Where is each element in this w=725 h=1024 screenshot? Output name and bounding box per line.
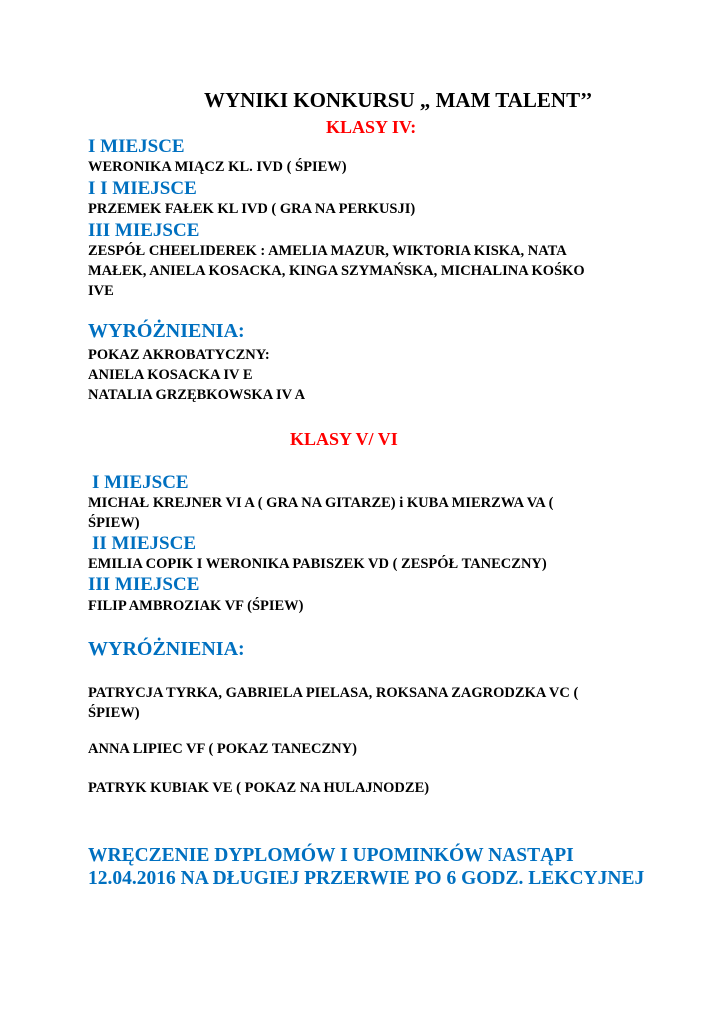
awards-heading: WYRÓŻNIENIA: [88,638,245,660]
place-2-entry: PRZEMEK FAŁEK KL IVD ( GRA NA PERKUSJI) [88,201,416,217]
section-heading-klasy-v-vi: KLASY V/ VI [290,429,398,449]
award-line: ANIELA KOSACKA IV E [88,367,253,383]
announcement-line: WRĘCZENIE DYPLOMÓW I UPOMINKÓW NASTĄPI [88,845,574,866]
place-3-label: III MIEJSCE [88,574,200,595]
place-2-entry: EMILIA COPIK I WERONIKA PABISZEK VD ( ZESPÓŁ TANECZNY) [88,556,547,572]
place-3-entry-line: ZESPÓŁ CHEELIDEREK : AMELIA MAZUR, WIKTORIA KISKA, NATA [88,243,567,259]
page-title: WYNIKI KONKURSU „ MAM TALENT’’ [204,88,593,112]
award-line: PATRYCJA TYRKA, GABRIELA PIELASA, ROKSANA ZAGRODZKA VC ( [88,685,579,701]
award-line: PATRYK KUBIAK VE ( POKAZ NA HULAJNODZE) [88,780,430,796]
place-2-label: I I MIEJSCE [88,178,197,199]
place-3-label: III MIEJSCE [88,220,200,241]
announcement-line: 12.04.2016 NA DŁUGIEJ PRZERWIE PO 6 GODZ. LEKCYJNEJ [88,868,645,889]
award-line: ŚPIEW) [88,705,140,721]
place-3-entry-line: MAŁEK, ANIELA KOSACKA, KINGA SZYMAŃSKA, MICHALINA KOŚKO [88,263,585,279]
place-2-label: II MIEJSCE [92,533,196,554]
place-1-entry-line: ŚPIEW) [88,515,140,531]
section-heading-klasy-iv: KLASY IV: [326,117,417,137]
place-1-label: I MIEJSCE [88,136,185,157]
place-3-entry: FILIP AMBROZIAK VF (ŚPIEW) [88,598,304,614]
place-1-entry: WERONIKA MIĄCZ KL. IVD ( ŚPIEW) [88,159,347,175]
award-line: ANNA LIPIEC VF ( POKAZ TANECZNY) [88,741,357,757]
place-1-entry-line: MICHAŁ KREJNER VI A ( GRA NA GITARZE) i KUBA MIERZWA VA ( [88,495,554,511]
awards-heading: WYRÓŻNIENIA: [88,320,245,342]
place-1-label: I MIEJSCE [92,472,189,493]
award-line: POKAZ AKROBATYCZNY: [88,347,270,363]
award-line: NATALIA GRZĘBKOWSKA IV A [88,387,306,403]
place-3-entry-line: IVE [88,283,114,299]
